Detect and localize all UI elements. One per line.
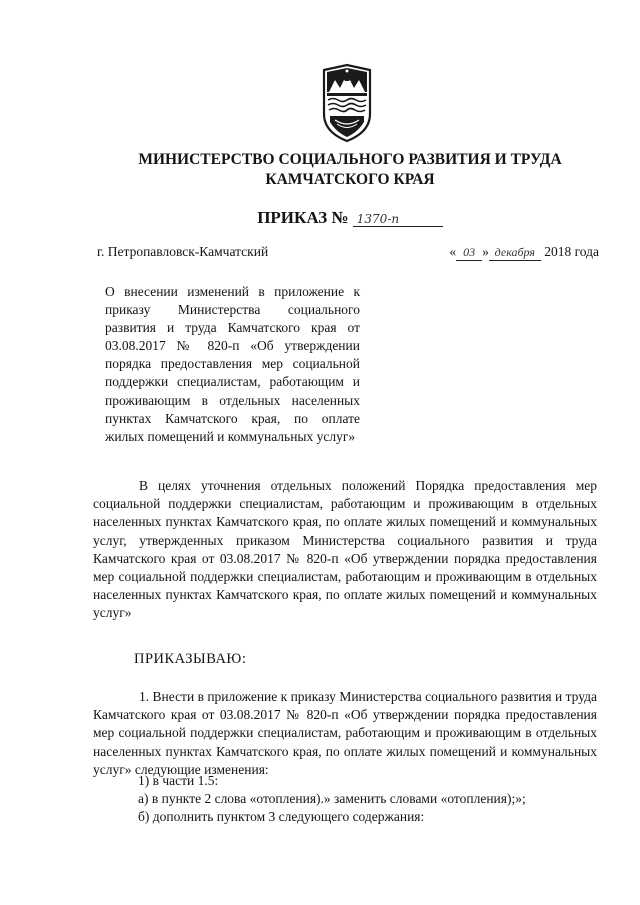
subitem-1b: б) дополнить пунктом 3 следующего содержания: [138,809,425,824]
ministry-title-line1: МИНИСТЕРСТВО СОЦИАЛЬНОГО РАЗВИТИЯ И ТРУДА [138,151,562,168]
order-directive-word: ПРИКАЗЫВАЮ: [134,651,247,667]
date-day-handwritten: 03 [456,245,482,261]
subitem-1a: а) в пункте 2 слова «отопления).» заменить словами «отопления);»; [138,791,526,806]
coat-of-arms-emblem [318,62,376,144]
order-date [449,244,599,261]
preamble-paragraph: В целях уточнения отдельных положений Порядка предоставления мер социальной поддержки специалистам, работающим и проживающим в отдельных населенных пунктах Камчатского края, по оплате жилых помещений и коммунальных услуг, утвержденных приказом Министерства социального развития и труда Камчатского края от 03.08.2017 № 820-п «Об утверждении порядка предоставления мер социальной поддержки специалистам, работающим и проживающим в отдельных населенных пунктах Камчатского края, по оплате жилых помещений и коммунальных услуг» [93,478,597,621]
city-name: г. Петропавловск-Камчатский [97,244,269,259]
ministry-title-line2: КАМЧАТСКОГО КРАЯ [265,171,435,188]
date-close-quote: » [482,244,489,259]
order-number-handwritten: 1370-п [353,212,443,227]
ministry-title [110,150,590,190]
order-subject: О внесении изменений в приложение к приказу Министерства социального развития и труда Камчатского края от 03.08.2017 № 820-п «Об утверждении порядка предоставления мер социальной поддержки специалистам, работающим и проживающим в отдельных населенных пунктах Камчатского края, по оплате жилых помещений и коммунальных услуг» [105,284,360,444]
item-1-paragraph: 1. Внести в приложение к приказу Министерства социального развития и труда Камчатского края от 03.08.2017 № 820-п «Об утверждении порядка предоставления мер социальной поддержки специалистам, работающим и проживающим в отдельных населенных пунктах Камчатского края, по оплате жилых помещений и коммунальных услуг» следующие изменения: [93,689,597,777]
order-heading [200,208,500,228]
date-open-quote: « [449,244,457,259]
date-month-handwritten: декабря [489,245,541,261]
subitem-1: 1) в части 1.5: [138,773,219,788]
date-year: 2018 года [544,244,599,259]
order-label: ПРИКАЗ № [257,208,349,227]
